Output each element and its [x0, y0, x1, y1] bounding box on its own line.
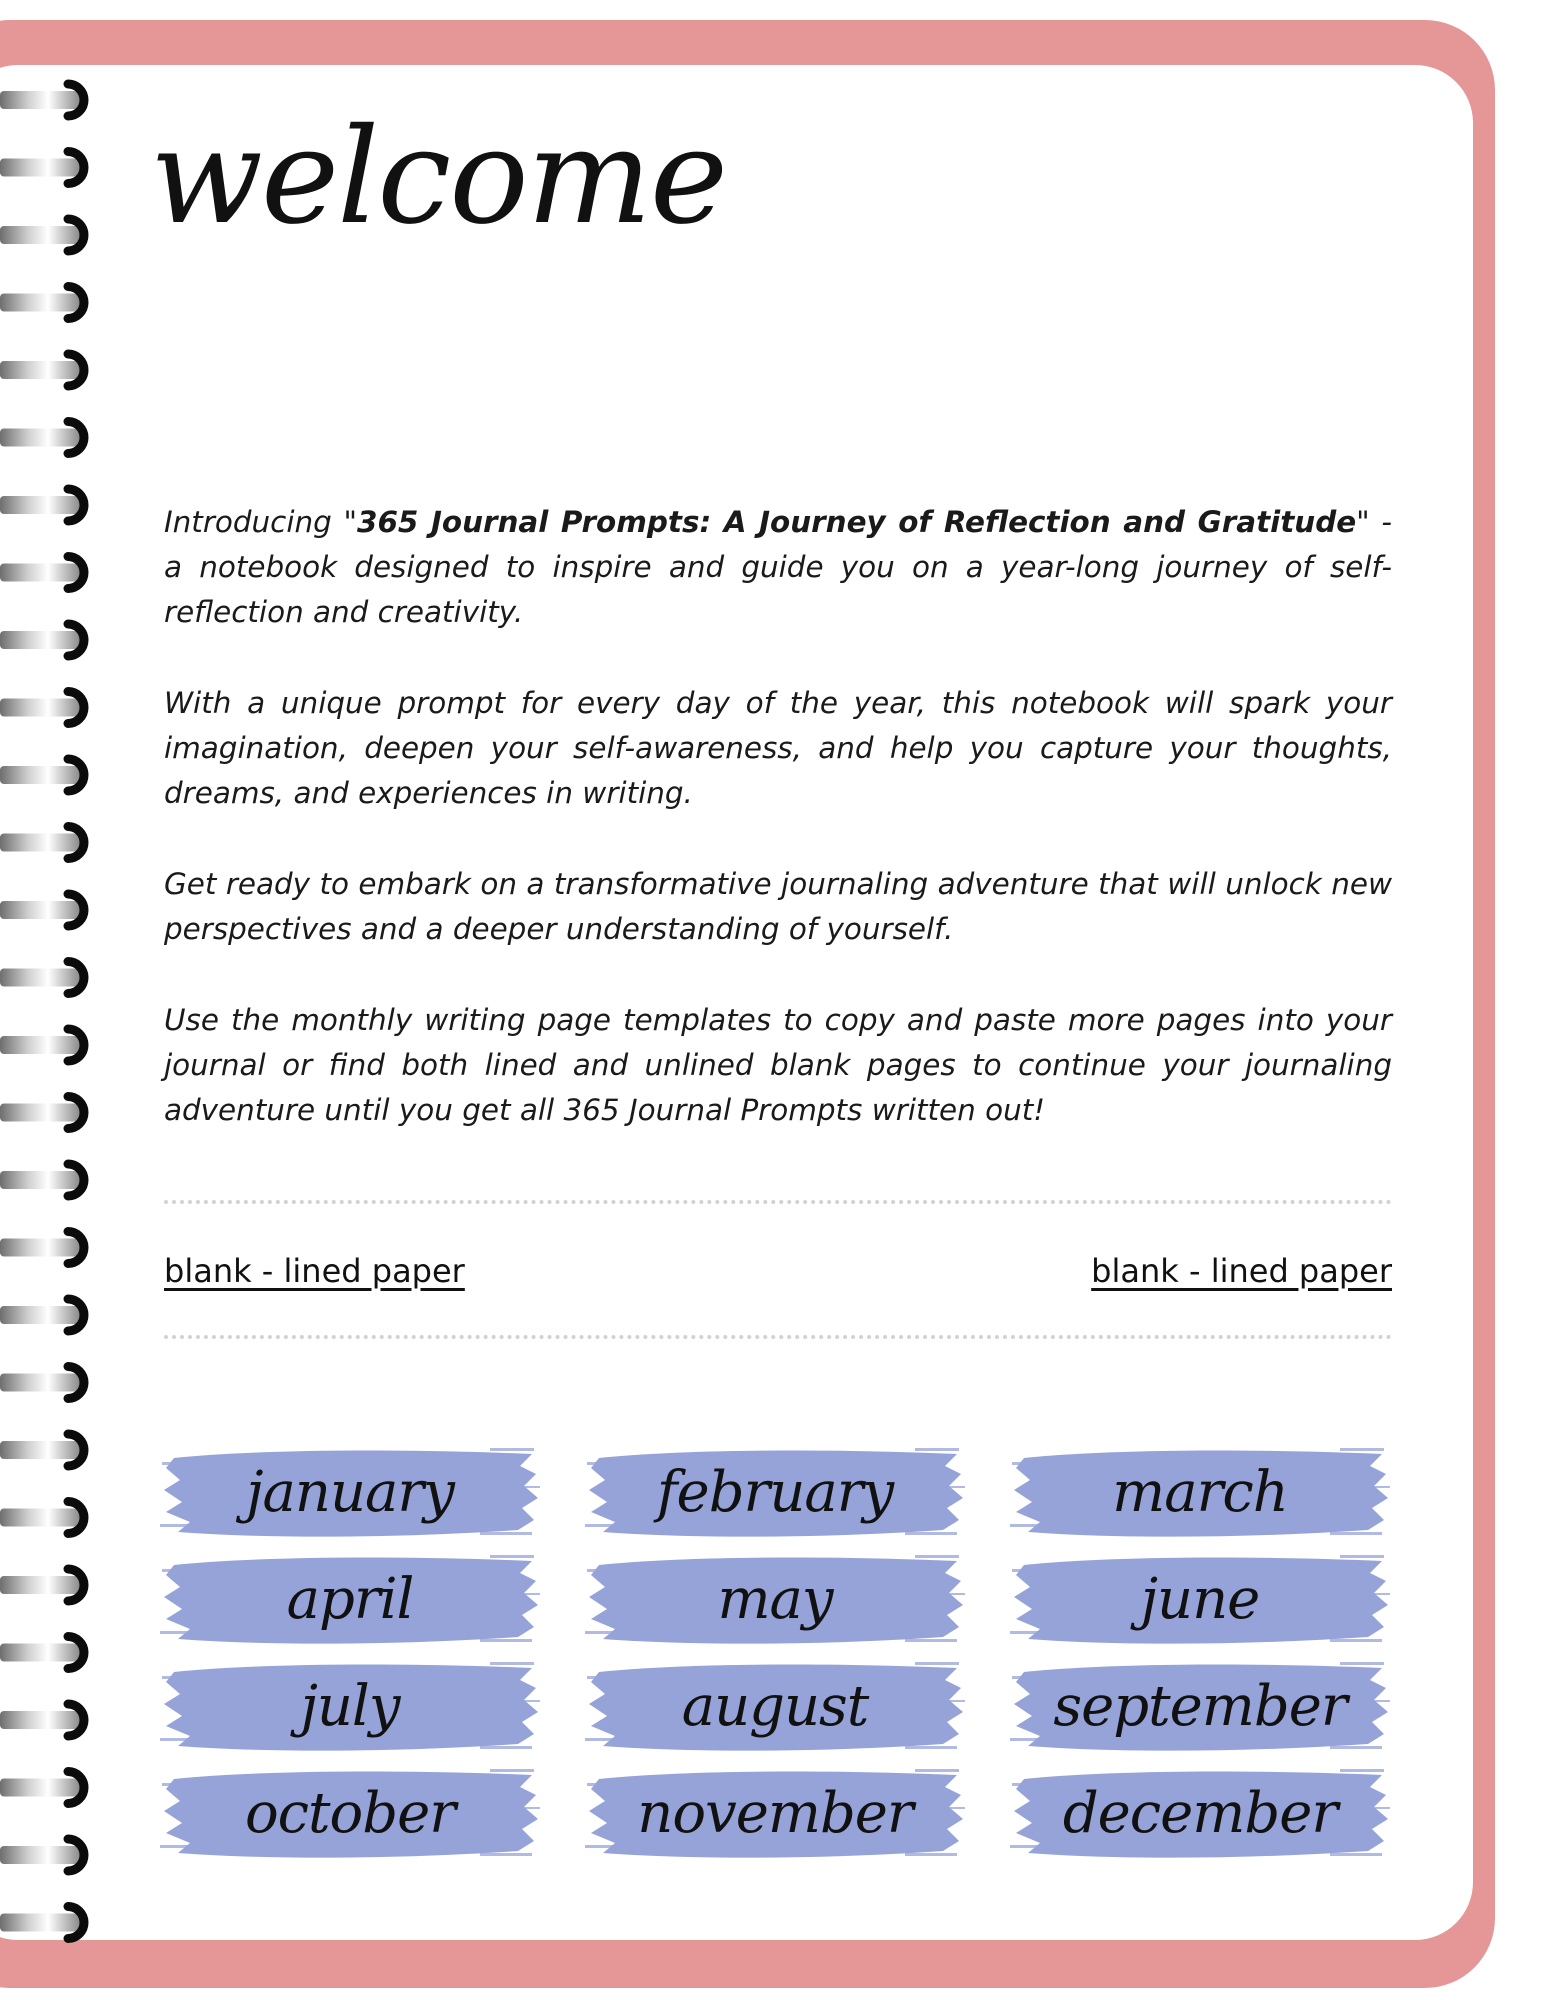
blank-paper-links [164, 1252, 1392, 1296]
month-september[interactable] [1010, 1654, 1390, 1759]
month-label: february [656, 1460, 894, 1525]
blank-lined-paper-link-left[interactable]: blank - lined paper [164, 1252, 465, 1290]
intro-paragraph-4: Use the monthly writing page templates to copy and paste more pages into your journal or find both lined and unlined blank pages to continue your journaling adventure until you get all 365 Journal Prompts written out! [164, 1003, 1392, 1127]
month-label: june [1140, 1567, 1260, 1632]
month-label: october [244, 1781, 456, 1846]
month-february[interactable] [585, 1440, 965, 1545]
month-label: september [1053, 1674, 1347, 1739]
month-grid [160, 1440, 1400, 1860]
month-july[interactable] [160, 1654, 540, 1759]
intro-paragraph-3: Get ready to embark on a transformative journaling adventure that will unlock new perspectives and a deeper understanding of yourself. [164, 867, 1392, 946]
month-october[interactable] [160, 1761, 540, 1866]
intro-p1-suffix: " - a notebook designed to inspire and guide you on a year-long journey of self-reflection and creativity. [164, 505, 1392, 629]
spiral-binding-icon [0, 0, 110, 2000]
month-april[interactable] [160, 1547, 540, 1652]
month-november[interactable] [585, 1761, 965, 1866]
month-label: may [717, 1567, 833, 1632]
dotted-divider-bottom [164, 1335, 1392, 1339]
month-label: december [1062, 1781, 1338, 1846]
month-label: november [637, 1781, 913, 1846]
month-august[interactable] [585, 1654, 965, 1759]
month-may[interactable] [585, 1547, 965, 1652]
page-title: welcome [150, 100, 727, 254]
month-january[interactable] [160, 1440, 540, 1545]
dotted-divider-top [164, 1200, 1392, 1204]
book-title: 365 Journal Prompts: A Journey of Reflection and Gratitude [357, 505, 1357, 539]
blank-lined-paper-link-right[interactable]: blank - lined paper [1091, 1252, 1392, 1290]
intro-paragraph-1 [164, 500, 1392, 635]
month-label: july [300, 1674, 400, 1739]
intro-p1-prefix: Introducing " [164, 505, 357, 539]
month-june[interactable] [1010, 1547, 1390, 1652]
intro-text [164, 500, 1392, 1179]
month-label: march [1112, 1460, 1288, 1525]
month-label: august [681, 1674, 869, 1739]
month-label: january [246, 1460, 454, 1525]
month-march[interactable] [1010, 1440, 1390, 1545]
month-december[interactable] [1010, 1761, 1390, 1866]
month-label: april [286, 1567, 414, 1632]
intro-paragraph-2: With a unique prompt for every day of the year, this notebook will spark your imagination, deepen your self-awareness, and help you capture your thoughts, dreams, and experiences in writing. [164, 686, 1392, 810]
